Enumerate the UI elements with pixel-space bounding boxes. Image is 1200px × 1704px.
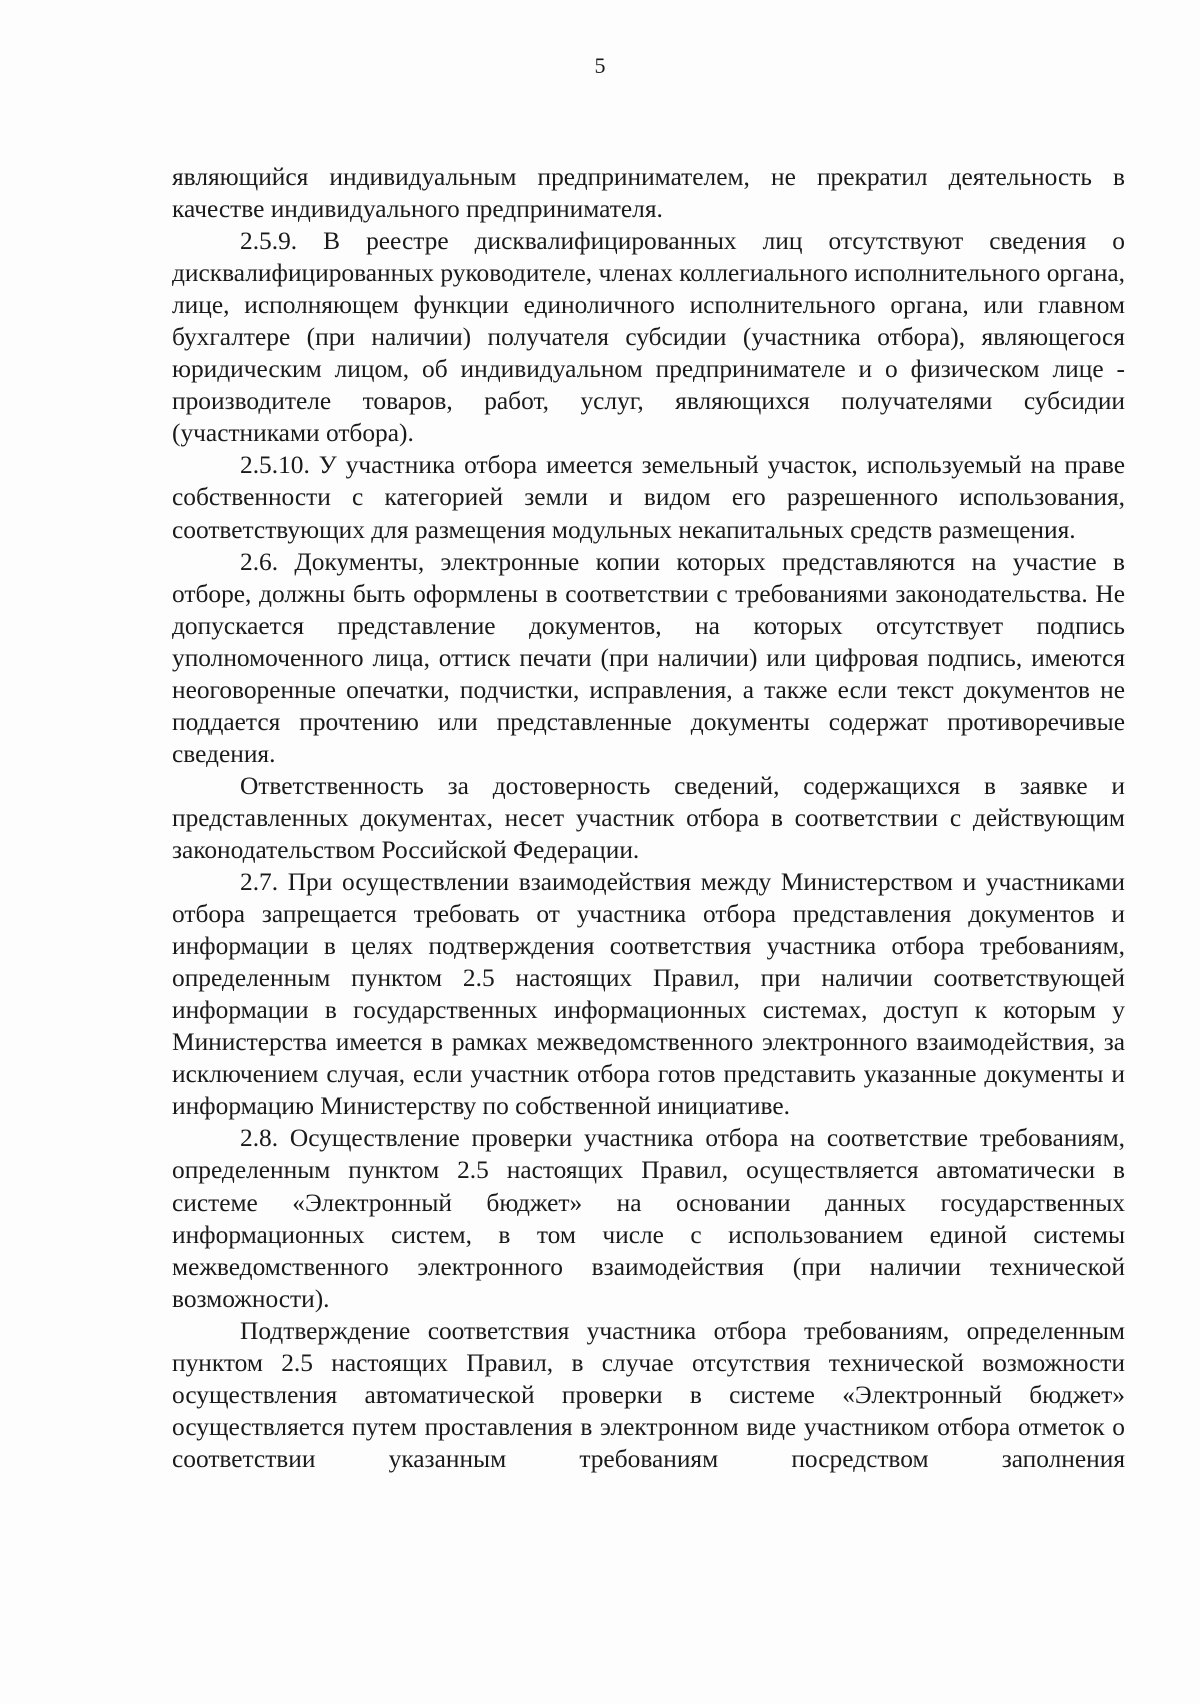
paragraph-2-6: 2.6. Документы, электронные копии которых представляются на участие в отборе, должны быть оформлены в соответствии с требованиями законодательства. Не допускается представление документов, на которых отсутствует подпись уполномоченного лица, оттиск печати (при наличии) или цифровая подпись, имеются неоговоренные опечатки, подчистки, исправления, а также если текст документов не поддается прочтению или представленные документы содержат противоречивые сведения. (172, 547, 1125, 768)
paragraph-2-5-10: 2.5.10. У участника отбора имеется земельный участок, используемый на праве собственности с категорией земли и видом его разрешенного использования, соответствующих для размещения модульных некапитальных средств размещения. (172, 451, 1125, 544)
paragraph-2-7: 2.7. При осуществлении взаимодействия между Министерством и участниками отбора запрещается требовать от участника отбора представления документов и информации в целях подтверждения соответствия участника отбора требованиям, определенным пунктом 2.5 настоящих Правил, при наличии соответствующей информации в государственных информационных системах, доступ к которым у Министерства имеется в рамках межведомственного электронного взаимодействия, за исключением случая, если участник отбора готов представить указанные документы и информацию Министерству по собственной инициативе. (172, 868, 1125, 1121)
page-number: 5 (594, 53, 606, 78)
paragraph-2-5-9: 2.5.9. В реестре дисквалифицированных лиц отсутствуют сведения о дисквалифицированных руководителе, членах коллегиального исполнительного органа, лице, исполняющем функции единоличного исполнительного органа, или главном бухгалтере (при наличии) получателя субсидии (участника отбора), являющегося юридическим лицом, об индивидуальном предпринимателе и о физическом лице - производителе товаров, работ, услуг, являющихся получателями субсидии (участниками отбора). (172, 227, 1125, 448)
paragraph-responsibility: Ответственность за достоверность сведений, содержащихся в заявке и представленных документах, несет участник отбора в соответствии с действующим законодательством Российской Федерации. (172, 771, 1125, 864)
paragraph-confirmation: Подтверждение соответствия участника отбора требованиям, определенным пунктом 2.5 настоящих Правил, в случае отсутствия технической возможности осуществления автоматической проверки в системе «Электронный бюджет» осуществляется путем проставления в электронном виде участником отбора отметок о соответствии указанным требованиям посредством заполнения (172, 1316, 1125, 1473)
paragraph-2-8: 2.8. Осуществление проверки участника отбора на соответствие требованиям, определенным пунктом 2.5 настоящих Правил, осуществляется автоматически в системе «Электронный бюджет» на основании данных государственных информационных систем, в том числе с использованием единой системы межведомственного электронного взаимодействия (при наличии технической возможности). (172, 1124, 1125, 1313)
document-body (172, 161, 1125, 1475)
paragraph-continuation: являющийся индивидуальным предпринимателем, не прекратил деятельность в качестве индивидуального предпринимателя. (172, 163, 1125, 224)
